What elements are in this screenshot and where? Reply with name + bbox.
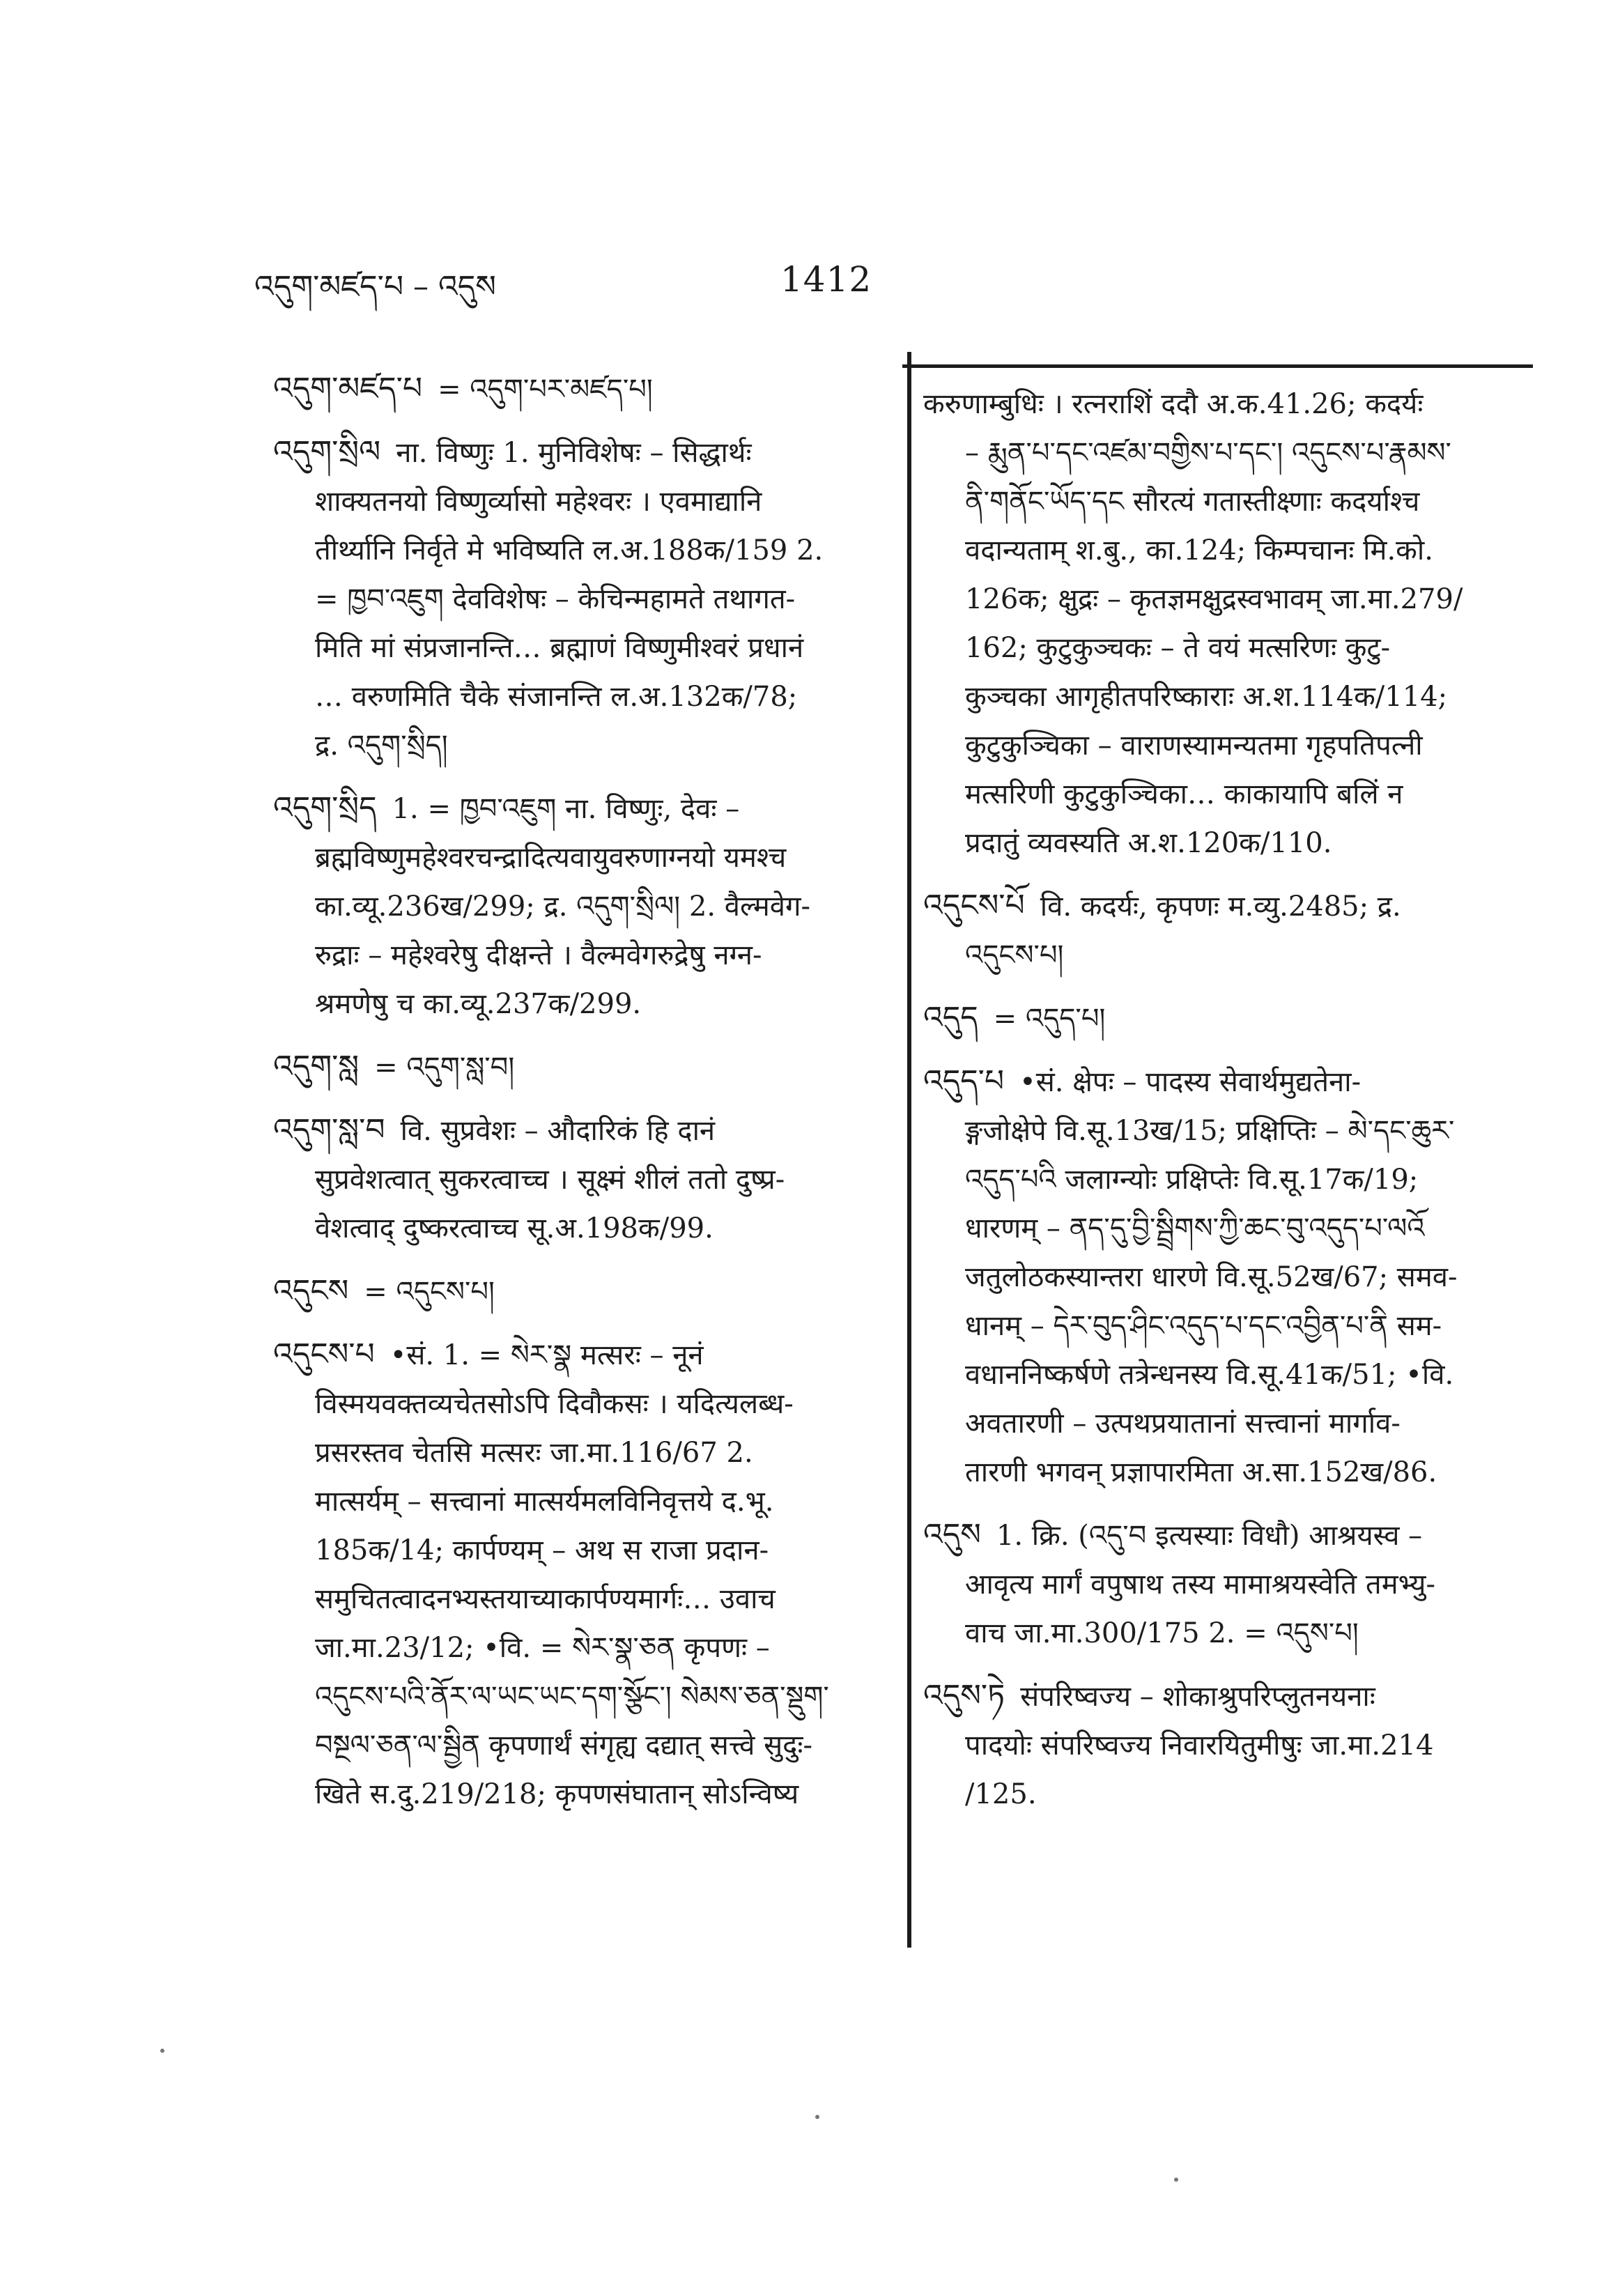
entry-text-line: ब्रह्मविष्णुमहेश्वरचन्द्रादित्यवायुवरुणाग्नयो यमश्च [315, 842, 787, 874]
entry-line [923, 1672, 1529, 1721]
entry-line [281, 721, 883, 770]
entry-line [932, 477, 1529, 526]
entry-text-line: 1. क्रि. (འདུ་བ इत्यस्याः विधौ) आश्रयस्व – [996, 1520, 1423, 1552]
entry-text-line: अवतारणी – उत्पथप्रयातानां सत्त्वानां मार्गाव- [965, 1408, 1401, 1440]
entry-line [932, 1721, 1529, 1770]
entry-text-line: འདུད་པའི जलाग्न्योः प्रक्षिप्तेः वि.सू.17क/19; [965, 1164, 1419, 1196]
entry-line [281, 980, 883, 1028]
entry-line [273, 1267, 883, 1316]
entry-line [932, 1350, 1529, 1399]
dictionary-entry [273, 1106, 883, 1253]
entry-text-line: का.व्यू.236ख/299; द्र. འདུག་སྲིལ། 2. वैल्मवेग- [315, 891, 811, 923]
entry-line [923, 994, 1529, 1043]
entry-line [281, 1477, 883, 1526]
entry-text-line: समुचितत्वादनभ्यस्तयाच्याकार्पण्यमार्गः… उवाच [315, 1583, 776, 1615]
entry-text-line: … वरुणमिति चैके संजानन्ति ल.अ.132क/78; [315, 681, 798, 713]
entry-line [273, 784, 883, 833]
entry-line [273, 1042, 883, 1092]
entry-line [281, 1672, 883, 1721]
entry-text-line: •सं. क्षेपः – पादस्य सेवार्थमुद्यतेना- [1019, 1066, 1361, 1098]
entry-line [923, 1057, 1529, 1107]
entry-headword: འདུག་མཛད་པ [273, 371, 423, 406]
entry-line [932, 672, 1529, 721]
entry-text-line: वेशत्वाद् दुष्करत्वाच्च सू.अ.198क/99. [315, 1212, 713, 1245]
entry-text-line: 1. = ཁྱབ་འཇུག ना. विष्णुः, देवः – [392, 793, 740, 825]
entry-line [932, 1770, 1529, 1819]
entry-text-line: ङ्गजोक्षेपे वि.सू.13ख/15; प्रक्षिप्तिः – མེ་དང་ཆུར་ [965, 1115, 1455, 1147]
entry-line [281, 882, 883, 931]
entry-line [932, 1399, 1529, 1448]
entry-text-line: /125. [965, 1778, 1037, 1810]
dictionary-entry [923, 994, 1529, 1043]
entry-line [932, 1107, 1529, 1155]
entry-line [923, 881, 1529, 931]
entry-text-line: वाच जा.मा.300/175 2. = འདུས་པ། [965, 1617, 1359, 1649]
entry-line [932, 1253, 1529, 1302]
entry-line [281, 672, 883, 721]
entry-headword: འདུག་སླ [273, 1049, 360, 1084]
entry-text-line: འདུངས་པ། [965, 939, 1064, 971]
entry-headword: འདུངས་པོ [923, 888, 1025, 923]
entry-line [932, 1302, 1529, 1350]
entry-line [273, 364, 883, 414]
entry-text-line: – རྨུན་པ་དང་འཛམ་བགྱིས་པ་དང་། འདུངས་པ་རྣམས་ [965, 437, 1451, 469]
entry-line [281, 1770, 883, 1819]
entry-line [932, 624, 1529, 672]
dictionary-entry [273, 428, 883, 770]
entry-line [932, 429, 1529, 477]
entry-text-line: वि. कदर्यः, कृपणः म.व्यु.2485; द्र. [1040, 891, 1401, 923]
entry-text-line: विस्मयवक्तव्यचेतसोऽपि दिवौकसः । यदित्यलब्ध- [315, 1388, 794, 1420]
entry-text-line: •सं. 1. = སེར་སྣ मत्सरः – नूनं [389, 1339, 704, 1371]
entry-text-line: ना. विष्णुः 1. मुनिविशेषः – सिद्धार्थः [396, 437, 752, 469]
entry-text-line: तारणी भगवन् प्रज्ञापारमिता अ.सा.152ख/86. [965, 1456, 1437, 1488]
entry-text-line: 126क; क्षुद्रः – कृतज्ञमक्षुद्रस्वभावम् जा.मा.279/ [965, 583, 1463, 615]
entry-line [932, 931, 1529, 980]
entry-text-line: वि. सुप्रवेशः – औदारिकं हि दानं [400, 1115, 716, 1147]
entry-text-line: = ཁྱབ་འཇུག देवविशेषः – केचिन्महामते तथागत- [315, 583, 796, 615]
entry-headword: འདུག་སྲིལ [273, 434, 381, 470]
entry-headword: འདུག་སྲིད [273, 790, 377, 826]
entry-text-line: འདུངས་པའི་ནོར་ལ་ཡང་ཡང་དག་སྩོང་། སེམས་ཅན་སྡུག་ [315, 1681, 829, 1713]
entry-text-line: द्र. འདུག་སྲིད། [315, 730, 448, 762]
entry-text-line: कुञ्चका आगृहीतपरिष्काराः अ.श.114क/114; [965, 681, 1448, 713]
entry-text-line: मिति मां संप्रजानन्ति… ब्रह्माणं विष्णुमीश्वरं प्रधानं [315, 632, 804, 664]
entry-text-line: प्रसरस्तव चेतसि मत्सरः जा.मा.116/67 2. [315, 1437, 753, 1469]
entry-headword: འདུངས [273, 1273, 349, 1309]
entry-line [273, 1106, 883, 1155]
dictionary-entry [273, 364, 883, 414]
entry-text-line: श्रमणेषु च का.व्यू.237क/299. [315, 988, 642, 1020]
entry-text-line: = འདུག་སླ་བ། [374, 1051, 515, 1084]
entry-line [281, 1380, 883, 1428]
entry-text-line: 162; कुटुकुञ्चकः – ते वयं मत्सरिणः कुटु- [965, 632, 1391, 664]
entry-line [281, 477, 883, 526]
scan-speck [1174, 2178, 1178, 2182]
entry-line [281, 575, 883, 624]
entry-text-line: = འདུངས་པ། [364, 1276, 495, 1308]
entry-text-line: 185क/14; कार्पण्यम् – अथ स राजा प्रदान- [315, 1534, 769, 1566]
entry-line [923, 380, 1529, 429]
entry-line [932, 819, 1529, 868]
dictionary-entry [923, 380, 1529, 868]
dictionary-entry [273, 1330, 883, 1819]
entry-text-line: करुणाम्बुधिः । रत्नराशिं ददौ अ.क.41.26; कदर्यः [923, 388, 1424, 420]
entry-line [281, 526, 883, 575]
page-number: 1412 [780, 259, 872, 300]
entry-line [932, 1204, 1529, 1253]
entry-text-line: शाक्यतनयो विष्णुर्व्यासो महेश्वरः । एवमाद्यानि [315, 486, 762, 518]
entry-line [932, 721, 1529, 770]
right-column [923, 380, 1529, 1833]
entry-line [281, 833, 883, 882]
entry-text-line: = འདུད་པ། [993, 1003, 1106, 1035]
entry-text-line: मात्सर्यम् – सत्त्वानां मात्सर्यमलविनिवृत्तये द.भू. [315, 1486, 774, 1518]
header-rule [902, 364, 1533, 368]
entry-line [281, 624, 883, 672]
scan-speck [160, 2049, 164, 2053]
entry-text-line: आवृत्य मार्गं वपुषाथ तस्य मामाश्रयस्वेति तमभ्यु- [965, 1569, 1435, 1601]
dictionary-entry [923, 1057, 1529, 1497]
entry-headword: འདུས་ཏེ [923, 1678, 1005, 1713]
entry-headword: འདུད་པ [923, 1063, 1005, 1099]
entry-text-line: वदान्यताम् श.बु., का.124; किम्पचानः मि.को. [965, 534, 1433, 567]
entry-line [932, 575, 1529, 624]
entry-text-line: བསྔལ་ཅན་ལ་སྦྱིན कृपणार्थं संगृह्य दद्यात् सत्त्वे सुदुः- [315, 1729, 813, 1762]
column-divider [907, 352, 911, 1948]
dictionary-entry [923, 881, 1529, 980]
entry-text-line: जा.मा.23/12; •वि. = སེར་སྣ་ཅན कृपणः – [315, 1632, 770, 1664]
entry-line [273, 428, 883, 477]
entry-headword: འདུས [923, 1517, 981, 1553]
entry-text-line: धारणम् – ནད་དུ་བྱི་སྦྲིགས་ཀྱི་ཆང་བུ་འདུད་པ་ལའོ [965, 1212, 1425, 1245]
entry-text-line: तीर्थ्यानि निर्वृते मे भविष्यति ल.अ.188क/159 2. [315, 534, 824, 567]
entry-line [281, 1526, 883, 1575]
entry-line [281, 1204, 883, 1253]
entry-text-line: जतुलोठकस्यान्तरा धारणे वि.सू.52ख/67; समव- [965, 1261, 1458, 1293]
running-head: འདུག་མཛད་པ – འདུས [254, 269, 496, 305]
entry-line [273, 1330, 883, 1380]
entry-text-line: सुप्रवेशत्वात् सुकरत्वाच्च । सूक्ष्मं शीलं ततो दुष्प्र- [315, 1164, 785, 1196]
entry-text-line: मत्सरिणी कुटुकुञ्चिका… काकायापि बलिं न [965, 778, 1403, 810]
entry-line [281, 931, 883, 980]
entry-text-line: रुद्राः – महेश्वरेषु दीक्षन्ते । वैल्मवेगरुद्रेषु नग्न- [315, 939, 762, 971]
entry-line [281, 1428, 883, 1477]
entry-line [281, 1721, 883, 1770]
entry-text-line: पादयोः संपरिष्वज्य निवारयितुमीषुः जा.मा.214 [965, 1729, 1434, 1762]
entry-line [281, 1575, 883, 1624]
entry-line [932, 526, 1529, 575]
entry-line [932, 1155, 1529, 1204]
scan-speck [815, 2115, 819, 2119]
entry-line [932, 1560, 1529, 1609]
entry-headword: འདུངས་པ [273, 1336, 375, 1372]
entry-line [932, 1609, 1529, 1658]
entry-line [923, 1511, 1529, 1560]
entry-headword: འདུག་སླ་བ [273, 1112, 385, 1148]
entry-text-line: वधाननिष्कर्षणे तत्रेन्धनस्य वि.सू.41क/51; •वि. [965, 1359, 1454, 1391]
entry-text-line: कुटुकुञ्चिका – वाराणस्यामन्यतमा गृहपतिपत्नी [965, 730, 1423, 762]
dictionary-entry [923, 1672, 1529, 1819]
entry-text-line: खिते स.दु.219/218; कृपणसंघातान् सोऽन्विष्य [315, 1778, 799, 1810]
entry-text-line: धानम् – དེར་བུད་ཤིང་འདུད་པ་དང་འབྱིན་པ་ནི सम- [965, 1310, 1442, 1342]
dictionary-entry [273, 784, 883, 1028]
dictionary-entry [923, 1511, 1529, 1658]
entry-line [281, 1155, 883, 1204]
entry-line [932, 770, 1529, 819]
entry-text-line: संपरिष्वज्य – शोकाश्रुपरिप्लुतनयनाः [1020, 1681, 1375, 1713]
entry-text-line: प्रदातुं व्यवस्यति अ.श.120क/110. [965, 827, 1332, 859]
entry-text-line: = འདུག་པར་མཛད་པ། [438, 373, 653, 406]
dictionary-entry [273, 1267, 883, 1316]
entry-text-line: ནི་གནོང་ཡོད་དང सौरत्यं गतास्तीक्ष्णाः कदर्याश्च [965, 486, 1420, 518]
left-column [273, 364, 883, 1833]
entry-line [932, 1448, 1529, 1497]
entry-headword: འདུད [923, 1000, 978, 1035]
dictionary-entry [273, 1042, 883, 1092]
entry-line [281, 1624, 883, 1672]
